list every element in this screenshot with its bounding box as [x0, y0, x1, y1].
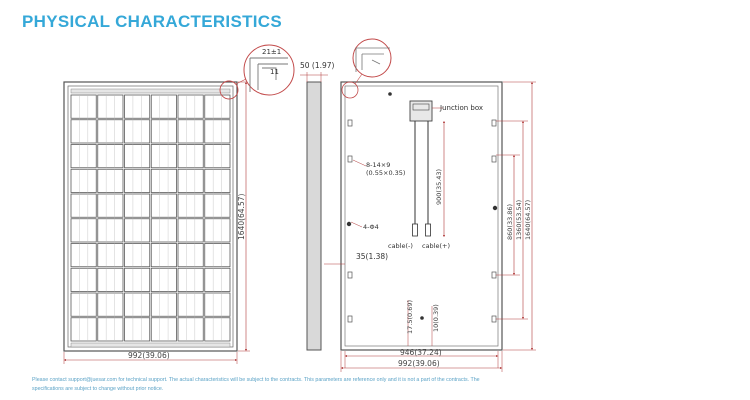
- solar-cell: [178, 95, 203, 118]
- solar-cell: [151, 318, 176, 341]
- side-profile: [307, 82, 321, 350]
- solar-cell: [71, 293, 96, 316]
- back-frame-inner: [345, 86, 498, 346]
- right-dim-1640: 1640(64.57): [524, 199, 532, 240]
- solar-cell: [71, 219, 96, 242]
- solar-cell: [71, 244, 96, 267]
- solar-cell: [151, 293, 176, 316]
- solar-cell: [125, 120, 150, 143]
- solar-cell: [98, 95, 123, 118]
- ground-hole: [347, 222, 351, 226]
- junction-box-label: Junction box: [440, 104, 484, 112]
- solar-cell: [125, 95, 150, 118]
- solar-cell: [98, 145, 123, 168]
- solar-cell: [151, 145, 176, 168]
- solar-cell: [205, 120, 230, 143]
- solar-cell: [98, 293, 123, 316]
- side-thickness-dim: 50 (1.97): [300, 61, 335, 70]
- solar-cell: [151, 268, 176, 291]
- solar-cell: [178, 318, 203, 341]
- solar-cell: [71, 268, 96, 291]
- solar-cell: [178, 293, 203, 316]
- bottom-dim-992: 992(39.06): [398, 359, 440, 368]
- solar-cell: [125, 318, 150, 341]
- bottom-dim-946: 946(37.24): [400, 348, 442, 357]
- solar-cell: [71, 120, 96, 143]
- solar-cell: [205, 268, 230, 291]
- solar-cell: [98, 194, 123, 217]
- solar-cell: [178, 145, 203, 168]
- solar-cell: [125, 244, 150, 267]
- solar-cell: [178, 268, 203, 291]
- solar-cell: [205, 219, 230, 242]
- frame-corner-detail: [244, 45, 294, 95]
- solar-cell: [98, 169, 123, 192]
- solar-cell: [98, 244, 123, 267]
- side-view: [300, 61, 335, 350]
- offset-dim: 35(1.38): [356, 252, 389, 261]
- cable-length-dim: 900(35.43): [435, 168, 443, 205]
- drain-hole-dim: 10(0.39): [432, 304, 440, 332]
- cell-bus-strip: [71, 89, 230, 93]
- solar-cell: [178, 120, 203, 143]
- cable-pos-connector: [426, 224, 431, 236]
- solar-cell: [125, 268, 150, 291]
- frame-depth-dim: 11: [270, 68, 279, 76]
- solar-cell: [178, 169, 203, 192]
- right-dim-1360: 1360(53.54): [515, 199, 523, 240]
- right-dim-860: 860(33.86): [506, 203, 514, 240]
- page-title: PHYSICAL CHARACTERISTICS: [22, 12, 283, 31]
- solar-cell: [205, 169, 230, 192]
- solar-cell: [71, 318, 96, 341]
- solar-cell: [98, 268, 123, 291]
- frame-width-dim: 21±1: [262, 48, 282, 56]
- front-height-dim: 1640(64.57): [237, 193, 246, 240]
- solar-cell: [125, 194, 150, 217]
- mounting-slot-label: 8-14×9: [366, 161, 391, 169]
- front-width-dim: 992(39.06): [128, 351, 170, 360]
- solar-cell: [178, 219, 203, 242]
- footer-disclaimer: Please contact support@juesar.com for technical support. The actual characteristics will be subject to the contracts. This parameters are reference only and it is not a part of the contracts. The specifications are subject to change without prior notice.: [32, 377, 480, 392]
- ground-hole: [388, 92, 392, 96]
- cable-neg-label: cable(-): [388, 242, 413, 250]
- drain-offset-dim: 17.5(0.69): [406, 299, 414, 334]
- solar-cell: [205, 318, 230, 341]
- cell-bus-strip: [71, 343, 230, 347]
- solar-cell: [151, 95, 176, 118]
- solar-cell: [178, 194, 203, 217]
- back-view: [324, 39, 536, 372]
- back-corner-detail: [353, 39, 391, 77]
- drain-hole: [420, 316, 424, 320]
- ground-hole-label: 4-Φ4: [363, 223, 379, 231]
- solar-cell: [151, 244, 176, 267]
- solar-cell: [151, 120, 176, 143]
- solar-cell: [151, 219, 176, 242]
- solar-cell: [98, 318, 123, 341]
- solar-cell: [205, 293, 230, 316]
- solar-cell: [71, 95, 96, 118]
- solar-cell: [125, 169, 150, 192]
- solar-cell: [98, 120, 123, 143]
- solar-cell: [125, 293, 150, 316]
- solar-cell: [205, 194, 230, 217]
- solar-cell: [71, 169, 96, 192]
- solar-cell: [125, 145, 150, 168]
- solar-cell: [125, 219, 150, 242]
- cable-pos-label: cable(+): [422, 242, 451, 250]
- solar-cell: [71, 194, 96, 217]
- solar-cell: [151, 194, 176, 217]
- solar-cell: [151, 169, 176, 192]
- solar-cell: [205, 244, 230, 267]
- front-view: [64, 72, 260, 364]
- mounting-slot-label-inch: (0.55×0.35): [366, 169, 406, 177]
- solar-cell: [98, 219, 123, 242]
- ground-hole: [493, 206, 497, 210]
- solar-cell: [71, 145, 96, 168]
- solar-cell: [205, 145, 230, 168]
- solar-cell: [178, 244, 203, 267]
- cable-neg-connector: [413, 224, 418, 236]
